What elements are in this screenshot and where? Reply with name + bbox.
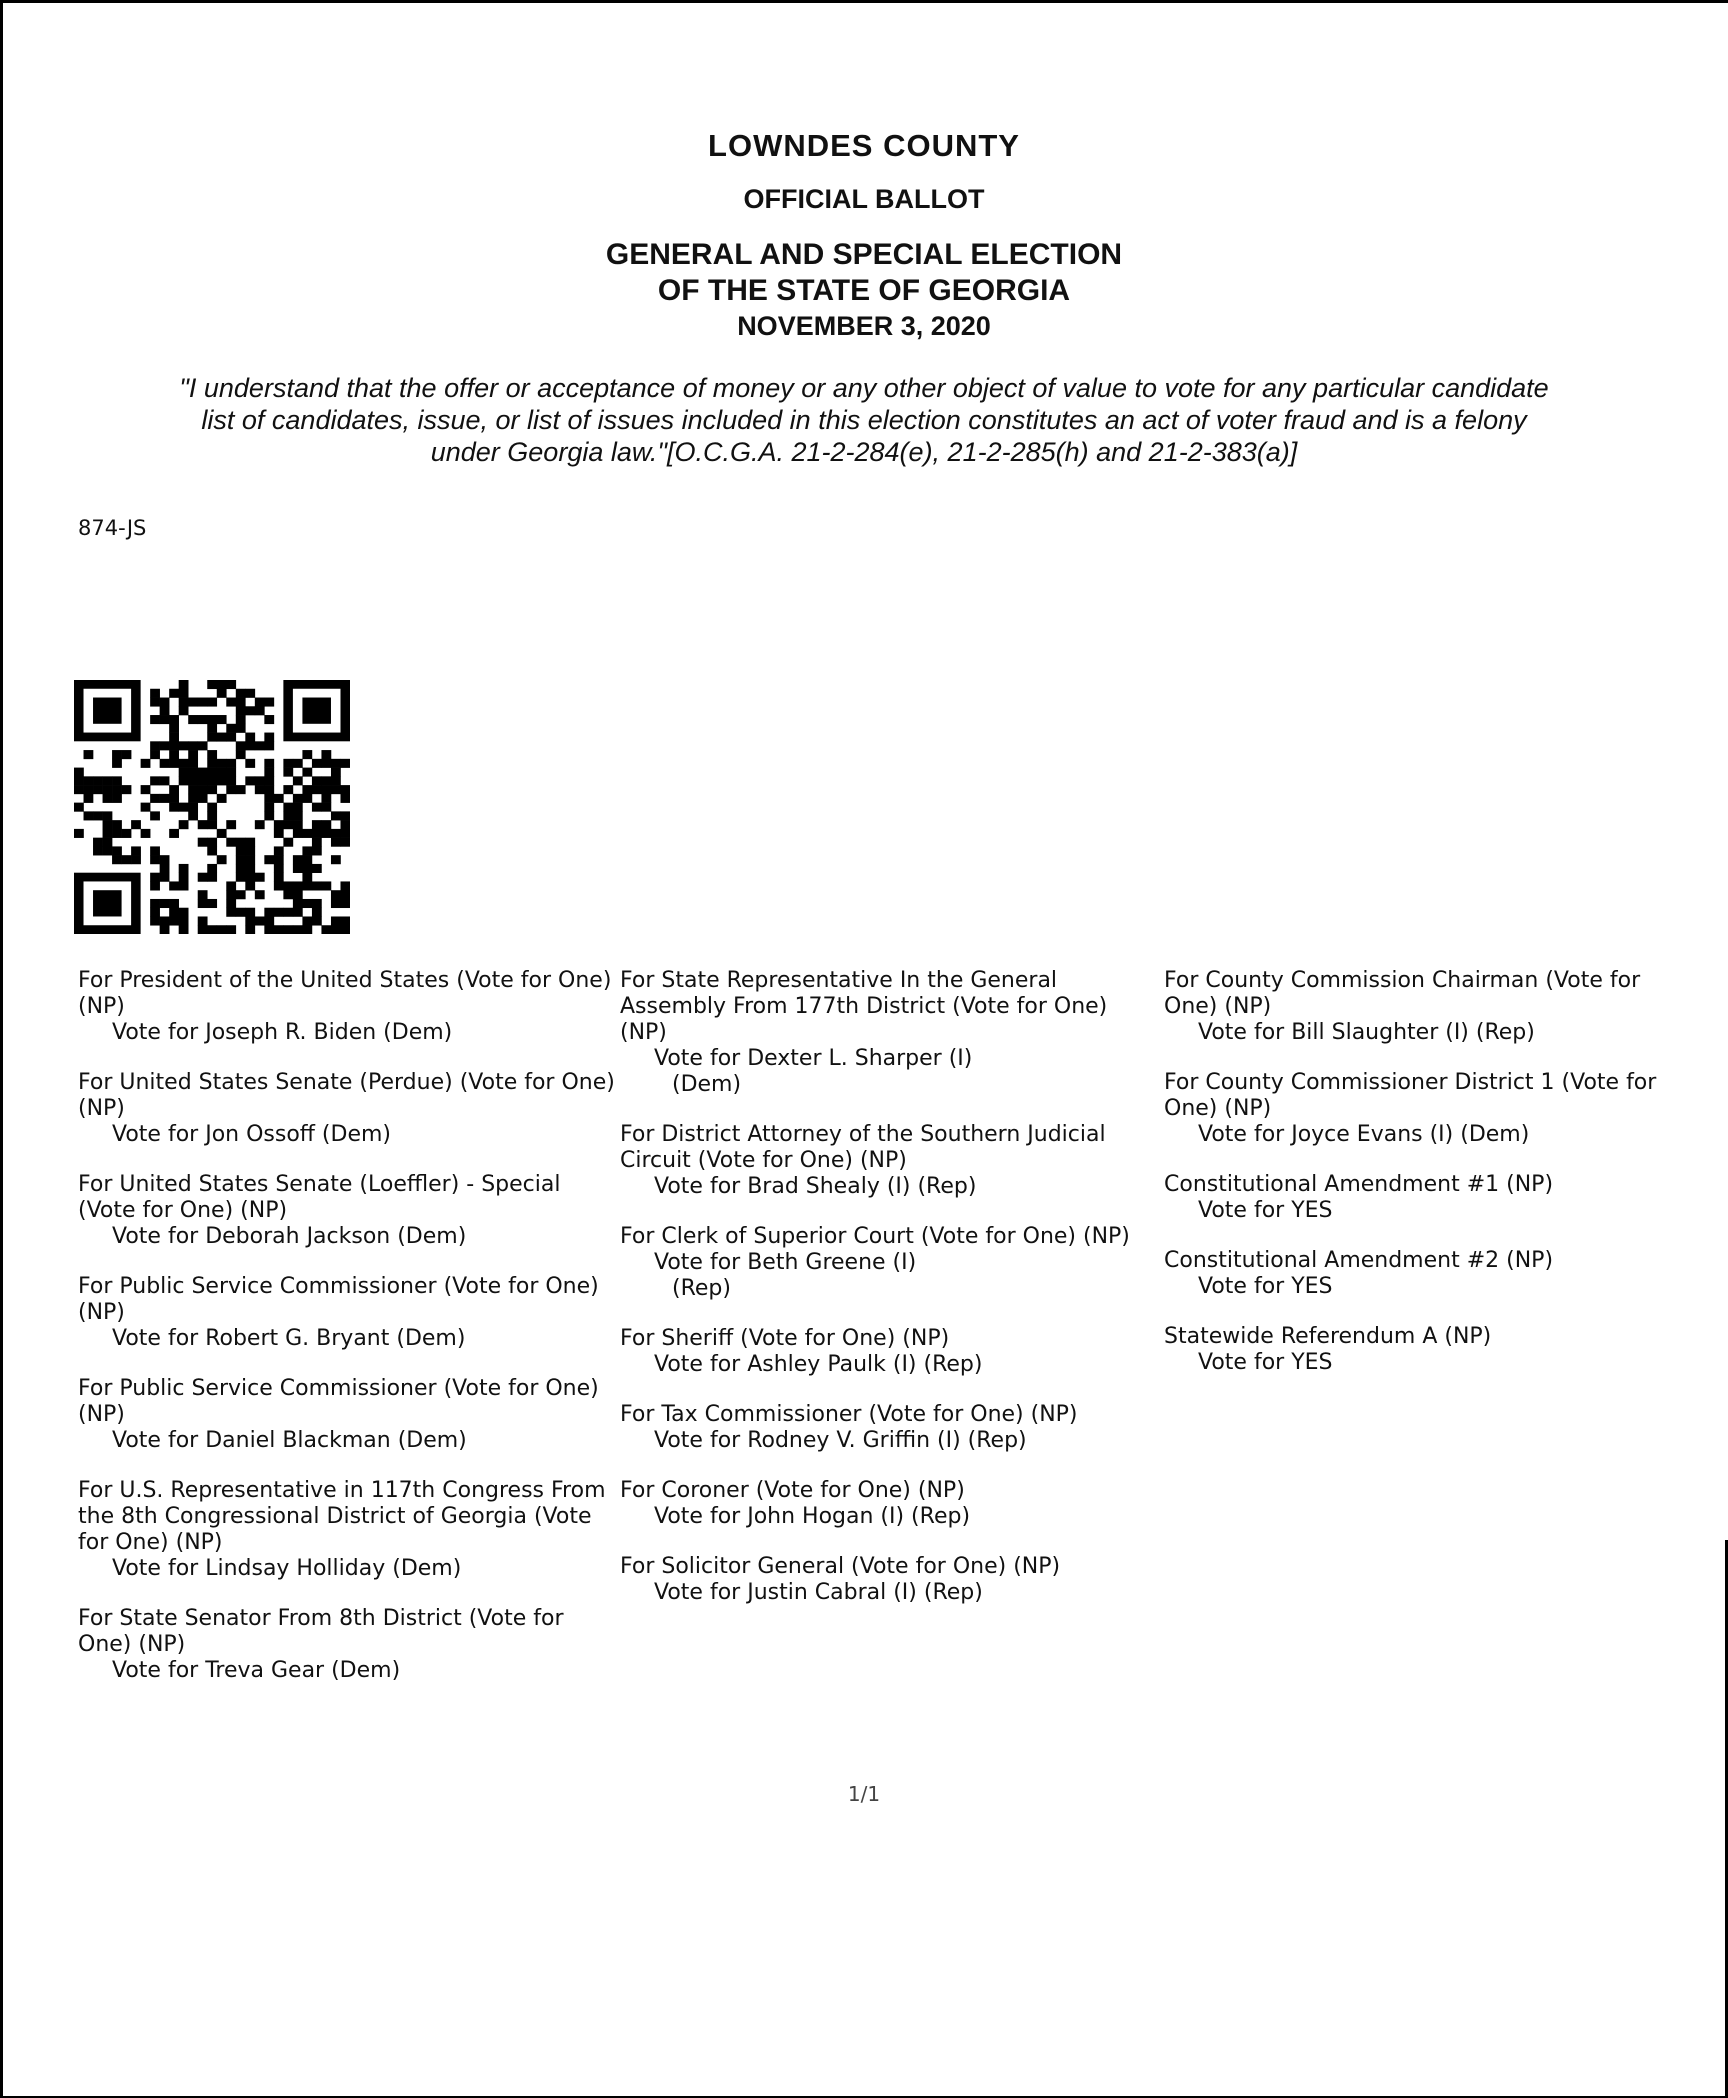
page-number: 1/1 bbox=[847, 1782, 881, 1806]
contest-block bbox=[620, 968, 1160, 1098]
contest-block bbox=[620, 1478, 1160, 1530]
vote-selection: Vote for Dexter L. Sharper (I) bbox=[654, 1046, 973, 1071]
qr-code-icon bbox=[74, 680, 350, 934]
contest-block bbox=[78, 1172, 618, 1250]
vote-selection: Vote for Beth Greene (I) bbox=[654, 1250, 917, 1275]
voter-fraud-oath bbox=[0, 372, 1728, 468]
contest-column-3 bbox=[1164, 968, 1684, 1400]
contest-title: For President of the United States (Vote for One) (NP) bbox=[78, 968, 612, 1019]
page-border-top bbox=[0, 0, 1728, 3]
vote-selection: Vote for Bill Slaughter (I) (Rep) bbox=[1198, 1020, 1535, 1045]
oath-line-2: list of candidates, issue, or list of issues included in this election constitutes an act of voter fraud and is a felony bbox=[201, 405, 1527, 435]
vote-selection: Vote for Rodney V. Griffin (I) (Rep) bbox=[654, 1428, 1027, 1453]
contest-block bbox=[1164, 1324, 1684, 1376]
vote-selection: Vote for Justin Cabral (I) (Rep) bbox=[654, 1580, 983, 1605]
contest-title: For State Senator From 8th District (Vote for One) (NP) bbox=[78, 1606, 564, 1657]
contest-block bbox=[78, 968, 618, 1046]
contest-title: For State Representative In the General Assembly From 177th District (Vote for One) (NP) bbox=[620, 968, 1108, 1045]
vote-selection: Vote for Deborah Jackson (Dem) bbox=[112, 1224, 467, 1249]
ballot-type-title: OFFICIAL BALLOT bbox=[743, 184, 985, 214]
vote-party: (Dem) bbox=[672, 1072, 742, 1097]
vote-selection: Vote for Robert G. Bryant (Dem) bbox=[112, 1326, 466, 1351]
vote-selection: Vote for YES bbox=[1198, 1350, 1333, 1375]
vote-selection: Vote for Treva Gear (Dem) bbox=[112, 1658, 401, 1683]
contest-block bbox=[1164, 968, 1684, 1046]
election-title-line2: OF THE STATE OF GEORGIA bbox=[657, 274, 1071, 307]
contest-block bbox=[620, 1402, 1160, 1454]
contest-block bbox=[78, 1274, 618, 1352]
contest-title: For Sheriff (Vote for One) (NP) bbox=[620, 1326, 950, 1351]
vote-party: (Rep) bbox=[672, 1276, 731, 1301]
contest-title: For Coroner (Vote for One) (NP) bbox=[620, 1478, 965, 1503]
contest-title: For United States Senate (Loeffler) - Special (Vote for One) (NP) bbox=[78, 1172, 561, 1223]
vote-selection: Vote for Joyce Evans (I) (Dem) bbox=[1198, 1122, 1530, 1147]
contest-title: For Clerk of Superior Court (Vote for One) (NP) bbox=[620, 1224, 1130, 1249]
vote-selection: Vote for Joseph R. Biden (Dem) bbox=[112, 1020, 453, 1045]
oath-line-1: "I understand that the offer or acceptance of money or any other object of value to vote for any particular candidate bbox=[179, 373, 1549, 403]
vote-selection: Vote for John Hogan (I) (Rep) bbox=[654, 1504, 971, 1529]
contest-title: Constitutional Amendment #1 (NP) bbox=[1164, 1172, 1554, 1197]
contest-title: For Public Service Commissioner (Vote for One) (NP) bbox=[78, 1376, 599, 1427]
election-title-line1: GENERAL AND SPECIAL ELECTION bbox=[605, 238, 1123, 271]
contest-column-2 bbox=[620, 968, 1160, 1630]
contest-title: For Tax Commissioner (Vote for One) (NP) bbox=[620, 1402, 1078, 1427]
contest-title: For District Attorney of the Southern Judicial Circuit (Vote for One) (NP) bbox=[620, 1122, 1106, 1173]
contest-title: For Public Service Commissioner (Vote for One) (NP) bbox=[78, 1274, 599, 1325]
contest-title: For United States Senate (Perdue) (Vote for One) (NP) bbox=[78, 1070, 615, 1121]
county-title: LOWNDES COUNTY bbox=[708, 128, 1020, 163]
contest-block bbox=[1164, 1172, 1684, 1224]
contest-block bbox=[78, 1606, 618, 1684]
vote-selection: Vote for Brad Shealy (I) (Rep) bbox=[654, 1174, 977, 1199]
contest-title: For U.S. Representative in 117th Congress From the 8th Congressional District of Georgia (Vote for One) (NP) bbox=[78, 1478, 606, 1555]
contest-block bbox=[1164, 1248, 1684, 1300]
contest-title: For County Commissioner District 1 (Vote for One) (NP) bbox=[1164, 1070, 1657, 1121]
contest-block bbox=[1164, 1070, 1684, 1148]
contest-block bbox=[620, 1554, 1160, 1606]
contest-block bbox=[620, 1326, 1160, 1378]
ballot-id: 874-JS bbox=[78, 516, 147, 540]
vote-selection: Vote for YES bbox=[1198, 1198, 1333, 1223]
vote-selection: Vote for YES bbox=[1198, 1274, 1333, 1299]
contest-block bbox=[78, 1070, 618, 1148]
vote-selection: Vote for Ashley Paulk (I) (Rep) bbox=[654, 1352, 983, 1377]
contest-title: For Solicitor General (Vote for One) (NP) bbox=[620, 1554, 1061, 1579]
contest-block bbox=[78, 1376, 618, 1454]
vote-selection: Vote for Lindsay Holliday (Dem) bbox=[112, 1556, 462, 1581]
contest-block bbox=[78, 1478, 618, 1582]
contest-title: For County Commission Chairman (Vote for One) (NP) bbox=[1164, 968, 1641, 1019]
contest-block bbox=[620, 1122, 1160, 1200]
oath-line-3: under Georgia law."[O.C.G.A. 21-2-284(e), 21-2-285(h) and 21-2-383(a)] bbox=[430, 437, 1298, 467]
election-date: NOVEMBER 3, 2020 bbox=[737, 311, 991, 341]
ballot-header bbox=[0, 128, 1728, 342]
contest-title: Statewide Referendum A (NP) bbox=[1164, 1324, 1492, 1349]
vote-selection: Vote for Daniel Blackman (Dem) bbox=[112, 1428, 467, 1453]
contest-column-1 bbox=[78, 968, 618, 1708]
contest-block bbox=[620, 1224, 1160, 1302]
contest-title: Constitutional Amendment #2 (NP) bbox=[1164, 1248, 1554, 1273]
vote-selection: Vote for Jon Ossoff (Dem) bbox=[112, 1122, 392, 1147]
